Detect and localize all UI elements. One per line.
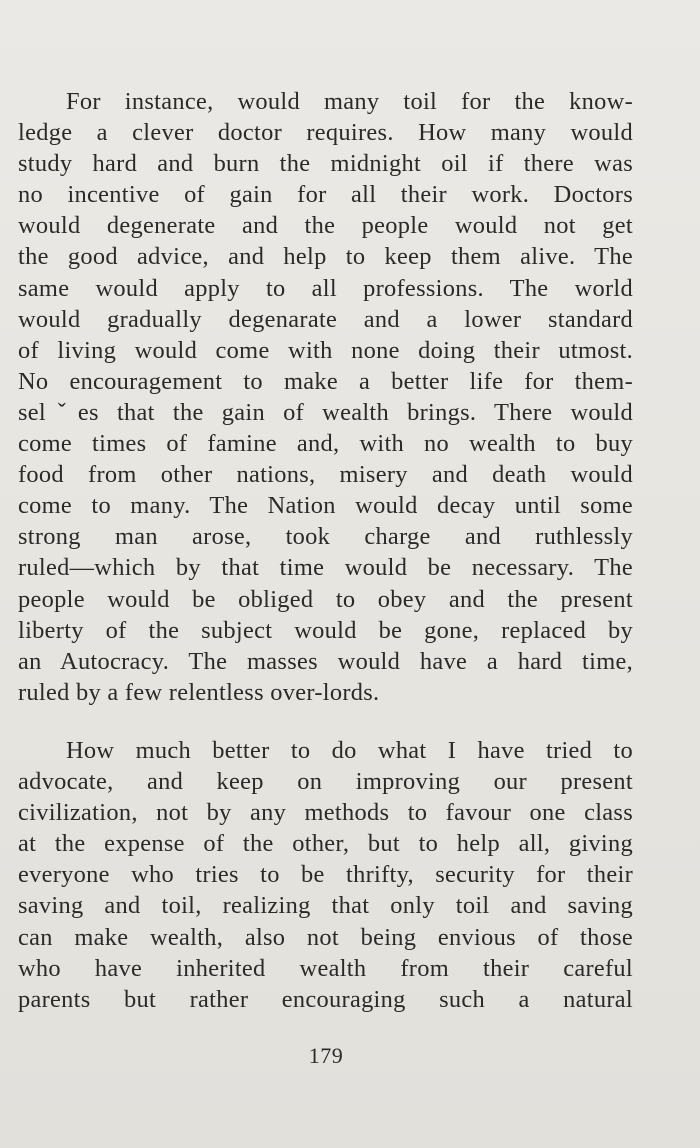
- text-line: people would be obliged to obey and the present: [18, 585, 633, 613]
- page-number: 179: [308, 1043, 344, 1068]
- text-line: would degenerate and the people would not get: [18, 212, 633, 240]
- text-line: who have inherited wealth from their careful: [18, 954, 633, 982]
- text-line: food from other nations, misery and death would: [18, 461, 633, 489]
- text-line: How much better to do what I have tried to: [66, 737, 633, 764]
- text-line: an Autocracy. The masses would have a hard time,: [18, 647, 633, 675]
- text-line: ledge a clever doctor requires. How many would: [18, 119, 633, 147]
- text-line: the good advice, and help to keep them alive. The: [18, 243, 633, 271]
- text-line: For instance, would many toil for the know-: [66, 88, 633, 115]
- text-line: ruled—which by that time would be necessary. The: [18, 554, 633, 582]
- text-line: No encouragement to make a better life for them-: [18, 367, 633, 395]
- paragraph-2: [18, 735, 633, 1015]
- text-line: saving and toil, realizing that only toil and saving: [18, 892, 633, 920]
- text-line: study hard and burn the midnight oil if there was: [18, 150, 633, 178]
- text-line: of living would come with none doing their utmost.: [18, 336, 633, 364]
- text-line: civilization, not by any methods to favour one class: [18, 799, 633, 827]
- text-line: come to many. The Nation would decay until some: [18, 492, 633, 520]
- text-line: same would apply to all professions. The world: [18, 274, 633, 302]
- text-line: come times of famine and, with no wealth to buy: [18, 430, 633, 458]
- text-line: advocate, and keep on improving our present: [18, 768, 633, 796]
- text-line: would gradually degenarate and a lower standard: [18, 305, 633, 333]
- text-line: can make wealth, also not being envious of those: [18, 923, 633, 951]
- paragraph-1: [18, 86, 633, 708]
- text-line: strong man arose, took charge and ruthlessly: [18, 523, 633, 551]
- text-line: everyone who tries to be thrifty, security for their: [18, 861, 633, 889]
- text-line: selˇes that the gain of wealth brings. There would: [18, 398, 633, 426]
- text-line: no incentive of gain for all their work. Doctors: [18, 181, 633, 209]
- text-line: at the expense of the other, but to help all, giving: [18, 830, 633, 858]
- text-line: ruled by a few relentless over-lords.: [18, 678, 380, 706]
- text-line: liberty of the subject would be gone, replaced by: [18, 616, 633, 644]
- text-line: parents but rather encouraging such a natural: [18, 985, 633, 1013]
